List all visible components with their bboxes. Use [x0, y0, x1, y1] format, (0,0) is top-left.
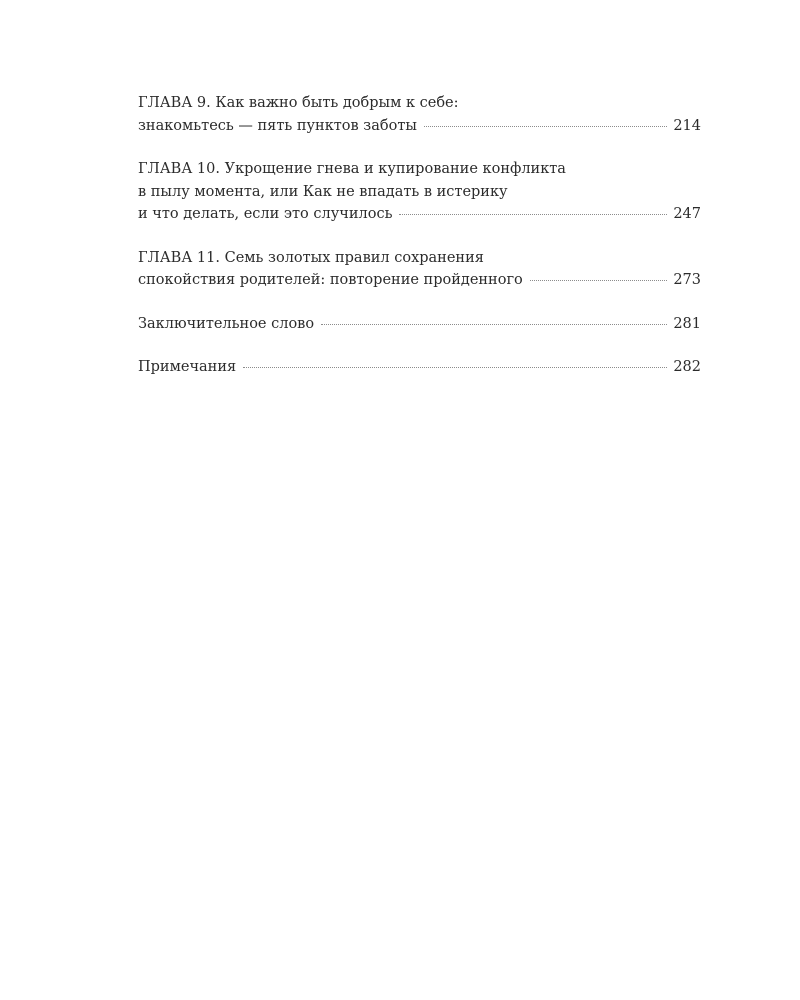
toc-entry-chapter-9[interactable]: [138, 92, 701, 137]
table-of-contents: [138, 92, 701, 400]
toc-entry-last-line: [138, 115, 701, 138]
dot-leader: [530, 280, 667, 281]
toc-entry-last-line: [138, 356, 701, 379]
toc-entry-title-line: спокойствия родителей: повторение пройденного: [138, 272, 523, 288]
toc-entry-title-line: ГЛАВА 11. Семь золотых правил сохранения: [138, 249, 484, 266]
toc-entry-chapter-11[interactable]: [138, 247, 701, 292]
toc-entry-last-line: [138, 203, 701, 226]
page-number: 247: [673, 206, 701, 222]
toc-entry-title-line: ГЛАВА 9. Как важно быть добрым к себе:: [138, 95, 459, 111]
toc-entry-title-line: знакомьтесь — пять пунктов заботы: [138, 117, 417, 134]
page-number: 273: [673, 272, 701, 288]
dot-leader: [424, 126, 667, 127]
toc-entry-last-line: [138, 313, 701, 336]
toc-entry-title-line: в пылу момента, или Как не впадать в истерику: [138, 183, 508, 200]
toc-entry-notes[interactable]: [138, 356, 701, 379]
toc-entry-title-line: Примечания: [138, 359, 237, 375]
toc-entry-title-line: Заключительное слово: [138, 315, 315, 332]
dot-leader: [399, 214, 667, 215]
toc-entry-last-line: [138, 269, 701, 292]
toc-entry-afterword[interactable]: [138, 313, 701, 336]
dot-leader: [243, 367, 667, 368]
page-number: 281: [673, 315, 701, 332]
toc-entry-title-line: ГЛАВА 10. Укрощение гнева и купирование конфликта: [138, 161, 566, 177]
page-number: 282: [673, 359, 701, 375]
toc-entry-chapter-10[interactable]: [138, 158, 701, 226]
toc-entry-title-line: и что делать, если это случилось: [138, 206, 393, 222]
dot-leader: [321, 324, 667, 325]
page-number: 214: [673, 117, 701, 134]
